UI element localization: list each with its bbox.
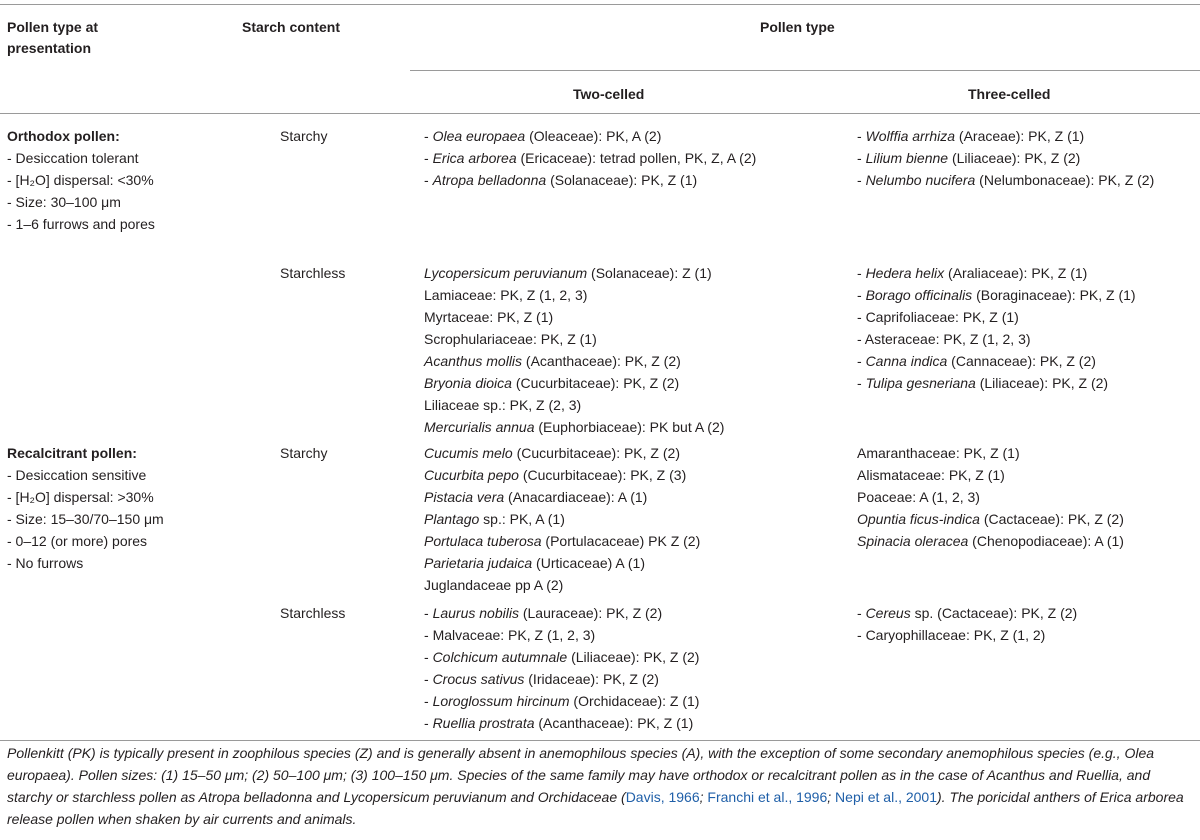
species-details: (Cucurbitaceae): PK, Z (3) [518, 467, 687, 483]
species-details: (Cucurbitaceae): PK, Z (2) [511, 375, 680, 391]
species-entry [857, 464, 1124, 486]
entry-bullet: - [857, 353, 866, 369]
species-name: Plantago [424, 511, 480, 527]
pollen-trait: - Desiccation sensitive [7, 467, 147, 483]
header-pollen-type-at-presentation: Pollen type at presentation [7, 19, 99, 56]
species-details: (Anacardiaceae): A (1) [504, 489, 648, 505]
species-name: Lycopersicum peruvianum [424, 265, 588, 281]
species-entry [424, 284, 724, 306]
header-pollen-type: Pollen type [760, 19, 835, 35]
pollen-trait: - No furrows [7, 555, 84, 571]
entry-bullet: - [857, 375, 866, 391]
species-details: (Liliaceae): PK, Z (2) [975, 375, 1109, 391]
species-entry [857, 530, 1124, 552]
species-entry [424, 416, 724, 438]
species-entry [857, 262, 1136, 284]
entry-bullet: - [424, 150, 433, 166]
species-entry [424, 464, 700, 486]
three-celled-cell [857, 125, 1154, 191]
species-entry [424, 372, 724, 394]
rule-bottom [0, 740, 1200, 741]
entry-bullet: - [857, 172, 866, 188]
species-details: (Euphorbiaceae): PK but A (2) [534, 419, 725, 435]
species-entry [424, 646, 699, 668]
species-name: Portulaca tuberosa [424, 533, 542, 549]
species-name: Atropa belladonna [432, 172, 547, 188]
entry-bullet: - [424, 671, 433, 687]
species-entry [424, 530, 700, 552]
species-entry [857, 284, 1136, 306]
species-name: Borago officinalis [865, 287, 973, 303]
species-name: Loroglossum hircinum [432, 693, 570, 709]
species-details: Asteraceae: PK, Z (1, 2, 3) [864, 331, 1031, 347]
pollen-trait: - 0–12 (or more) pores [7, 533, 148, 549]
species-details: Caryophillaceae: PK, Z (1, 2) [865, 627, 1046, 643]
species-details: (Nelumbonaceae): PK, Z (2) [975, 172, 1155, 188]
species-entry [424, 712, 699, 734]
species-entry [424, 668, 699, 690]
pollen-trait: - [H₂O] dispersal: <30% [7, 172, 154, 188]
species-details: (Oleaceae): PK, A (2) [525, 128, 662, 144]
rule-top [0, 4, 1200, 5]
species-name: Olea europaea [432, 128, 526, 144]
species-details: (Cannaceae): PK, Z (2) [947, 353, 1096, 369]
species-name: Cucumis melo [424, 445, 513, 461]
entry-bullet: - [857, 150, 866, 166]
citation-nepi[interactable]: Nepi et al., 2001 [835, 789, 938, 805]
footnote-text: Pollenkitt (PK) is typically present in zoophilous species (Z) and is generally absent in anemophilous species (A), with the exception of some secondary anemophilous species (e.g., Olea europaea). Pollen sizes: (1) 15–50 μm; (2) 50–100 μm; (3) 100–150 μm. Species of the same family may have orthodox or recalcitrant pollen as in the case of Acanthus and Ruellia, and starchy or starchless pollen as Atropa belladonna and Lycopersicum peruvianum and Orchidaceae ( [7, 745, 1155, 805]
three-celled-cell [857, 262, 1136, 394]
entry-bullet: - [424, 605, 433, 621]
species-name: Lilium bienne [865, 150, 949, 166]
species-entry [424, 350, 724, 372]
species-name: Tulipa gesneriana [865, 375, 976, 391]
species-details: (Araliaceae): PK, Z (1) [944, 265, 1088, 281]
species-entry [857, 372, 1136, 394]
species-entry [857, 442, 1124, 464]
header-two-celled: Two-celled [573, 86, 645, 102]
pollen-group-title: Recalcitrant pollen: [7, 445, 137, 461]
starch-content-cell: Starchless [280, 605, 346, 621]
species-details: (Acanthaceae): PK, Z (2) [522, 353, 681, 369]
entry-bullet: - [424, 649, 433, 665]
entry-bullet: - [857, 627, 866, 643]
two-celled-cell [424, 262, 724, 438]
pollen-group-description [7, 125, 155, 235]
species-entry [424, 306, 724, 328]
species-entry [424, 442, 700, 464]
entry-bullet: - [857, 309, 866, 325]
species-details: Amaranthaceae: PK, Z (1) [857, 445, 1020, 461]
species-details: (Solanaceae): PK, Z (1) [546, 172, 698, 188]
citation-davis[interactable]: Davis, 1966 [625, 789, 700, 805]
species-entry [857, 624, 1077, 646]
species-details: (Boraginaceae): PK, Z (1) [972, 287, 1136, 303]
species-entry [857, 350, 1136, 372]
entry-bullet: - [424, 693, 433, 709]
species-entry [857, 169, 1154, 191]
species-entry [424, 394, 724, 416]
species-entry [857, 306, 1136, 328]
rule-header-bottom [0, 113, 1200, 114]
species-entry [424, 262, 724, 284]
pollen-trait: - Size: 15–30/70–150 μm [7, 511, 164, 527]
species-details: Liliaceae sp.: PK, Z (2, 3) [424, 397, 582, 413]
species-entry [424, 602, 699, 624]
three-celled-cell [857, 442, 1124, 552]
species-name: Mercurialis annua [424, 419, 535, 435]
header-starch-content: Starch content [242, 19, 341, 35]
species-entry [424, 125, 756, 147]
pollen-trait: - Desiccation tolerant [7, 150, 139, 166]
entry-bullet: - [424, 172, 433, 188]
footnote-sep: ; [827, 789, 836, 805]
species-details: (Lauraceae): PK, Z (2) [518, 605, 663, 621]
species-name: Acanthus mollis [424, 353, 523, 369]
three-celled-cell [857, 602, 1077, 646]
species-entry [424, 552, 700, 574]
species-details: (Solanaceae): Z (1) [587, 265, 712, 281]
rule-pollen-type-span [410, 70, 1200, 71]
two-celled-cell [424, 442, 700, 596]
pollen-trait: - 1–6 furrows and pores [7, 216, 155, 232]
species-details: Juglandaceae pp A (2) [424, 577, 564, 593]
two-celled-cell [424, 125, 756, 191]
species-details: sp.: PK, A (1) [479, 511, 565, 527]
species-entry [857, 602, 1077, 624]
species-name: Cereus [865, 605, 911, 621]
entry-bullet: - [857, 605, 866, 621]
species-name: Wolffia arrhiza [865, 128, 956, 144]
species-details: (Cactaceae): PK, Z (2) [979, 511, 1124, 527]
species-name: Parietaria judaica [424, 555, 533, 571]
species-details: Scrophulariaceae: PK, Z (1) [424, 331, 597, 347]
pollen-group-description [7, 442, 164, 574]
species-name: Erica arborea [432, 150, 517, 166]
species-name: Ruellia prostrata [432, 715, 535, 731]
species-entry [857, 328, 1136, 350]
pollen-trait: - [H₂O] dispersal: >30% [7, 489, 154, 505]
species-entry [424, 508, 700, 530]
species-entry [857, 147, 1154, 169]
species-name: Laurus nobilis [432, 605, 519, 621]
species-details: Lamiaceae: PK, Z (1, 2, 3) [424, 287, 588, 303]
species-name: Nelumbo nucifera [865, 172, 976, 188]
species-details: (Acanthaceae): PK, Z (1) [534, 715, 694, 731]
starch-content-cell: Starchless [280, 265, 346, 281]
species-name: Bryonia dioica [424, 375, 512, 391]
species-details: (Ericaceae): tetrad pollen, PK, Z, A (2) [516, 150, 757, 166]
entry-bullet: - [424, 715, 433, 731]
species-entry [857, 508, 1124, 530]
species-name: Cucurbita pepo [424, 467, 519, 483]
species-details: (Araceae): PK, Z (1) [955, 128, 1085, 144]
entry-bullet: - [857, 128, 866, 144]
two-celled-cell [424, 602, 699, 734]
species-name: Colchicum autumnale [432, 649, 568, 665]
species-details: (Iridaceae): PK, Z (2) [524, 671, 659, 687]
starch-content-cell: Starchy [280, 445, 328, 461]
entry-bullet: - [857, 265, 866, 281]
species-details: (Liliaceae): PK, Z (2) [567, 649, 700, 665]
citation-franchi[interactable]: Franchi et al., 1996 [707, 789, 828, 805]
species-details: (Chenopodiaceae): A (1) [968, 533, 1124, 549]
species-entry [424, 169, 756, 191]
species-details: Malvaceae: PK, Z (1, 2, 3) [432, 627, 596, 643]
species-name: Crocus sativus [432, 671, 525, 687]
species-details: Alismataceae: PK, Z (1) [857, 467, 1005, 483]
species-name: Spinacia oleracea [857, 533, 969, 549]
species-entry [424, 690, 699, 712]
species-details: (Liliaceae): PK, Z (2) [948, 150, 1081, 166]
species-details: (Orchidaceae): Z (1) [569, 693, 700, 709]
species-name: Pistacia vera [424, 489, 505, 505]
species-details: (Urticaceae) A (1) [532, 555, 645, 571]
species-details: (Cucurbitaceae): PK, Z (2) [512, 445, 680, 461]
species-name: Opuntia ficus-indica [857, 511, 980, 527]
species-details: sp. (Cactaceae): PK, Z (2) [910, 605, 1078, 621]
footnote-tail: ). The poricidal anthers of Erica arborea release pollen when shaken by air currents and animals. [7, 789, 1184, 827]
header-three-celled: Three-celled [968, 86, 1051, 102]
entry-bullet: - [424, 627, 433, 643]
footnote [7, 742, 1193, 830]
entry-bullet: - [857, 287, 866, 303]
species-entry [424, 486, 700, 508]
species-details: Caprifoliaceae: PK, Z (1) [865, 309, 1019, 325]
pollen-trait: - Size: 30–100 μm [7, 194, 121, 210]
species-details: (Portulacaceae) PK Z (2) [541, 533, 701, 549]
species-entry [857, 486, 1124, 508]
species-name: Canna indica [865, 353, 948, 369]
species-details: Myrtaceae: PK, Z (1) [424, 309, 554, 325]
entry-bullet: - [857, 331, 865, 347]
entry-bullet: - [424, 128, 433, 144]
species-entry [857, 125, 1154, 147]
footnote-sep: ; [699, 789, 708, 805]
species-entry [424, 328, 724, 350]
species-entry [424, 624, 699, 646]
pollen-group-title: Orthodox pollen: [7, 128, 120, 144]
species-entry [424, 574, 700, 596]
species-name: Hedera helix [865, 265, 945, 281]
species-entry [424, 147, 756, 169]
species-details: Poaceae: A (1, 2, 3) [857, 489, 980, 505]
starch-content-cell: Starchy [280, 128, 328, 144]
